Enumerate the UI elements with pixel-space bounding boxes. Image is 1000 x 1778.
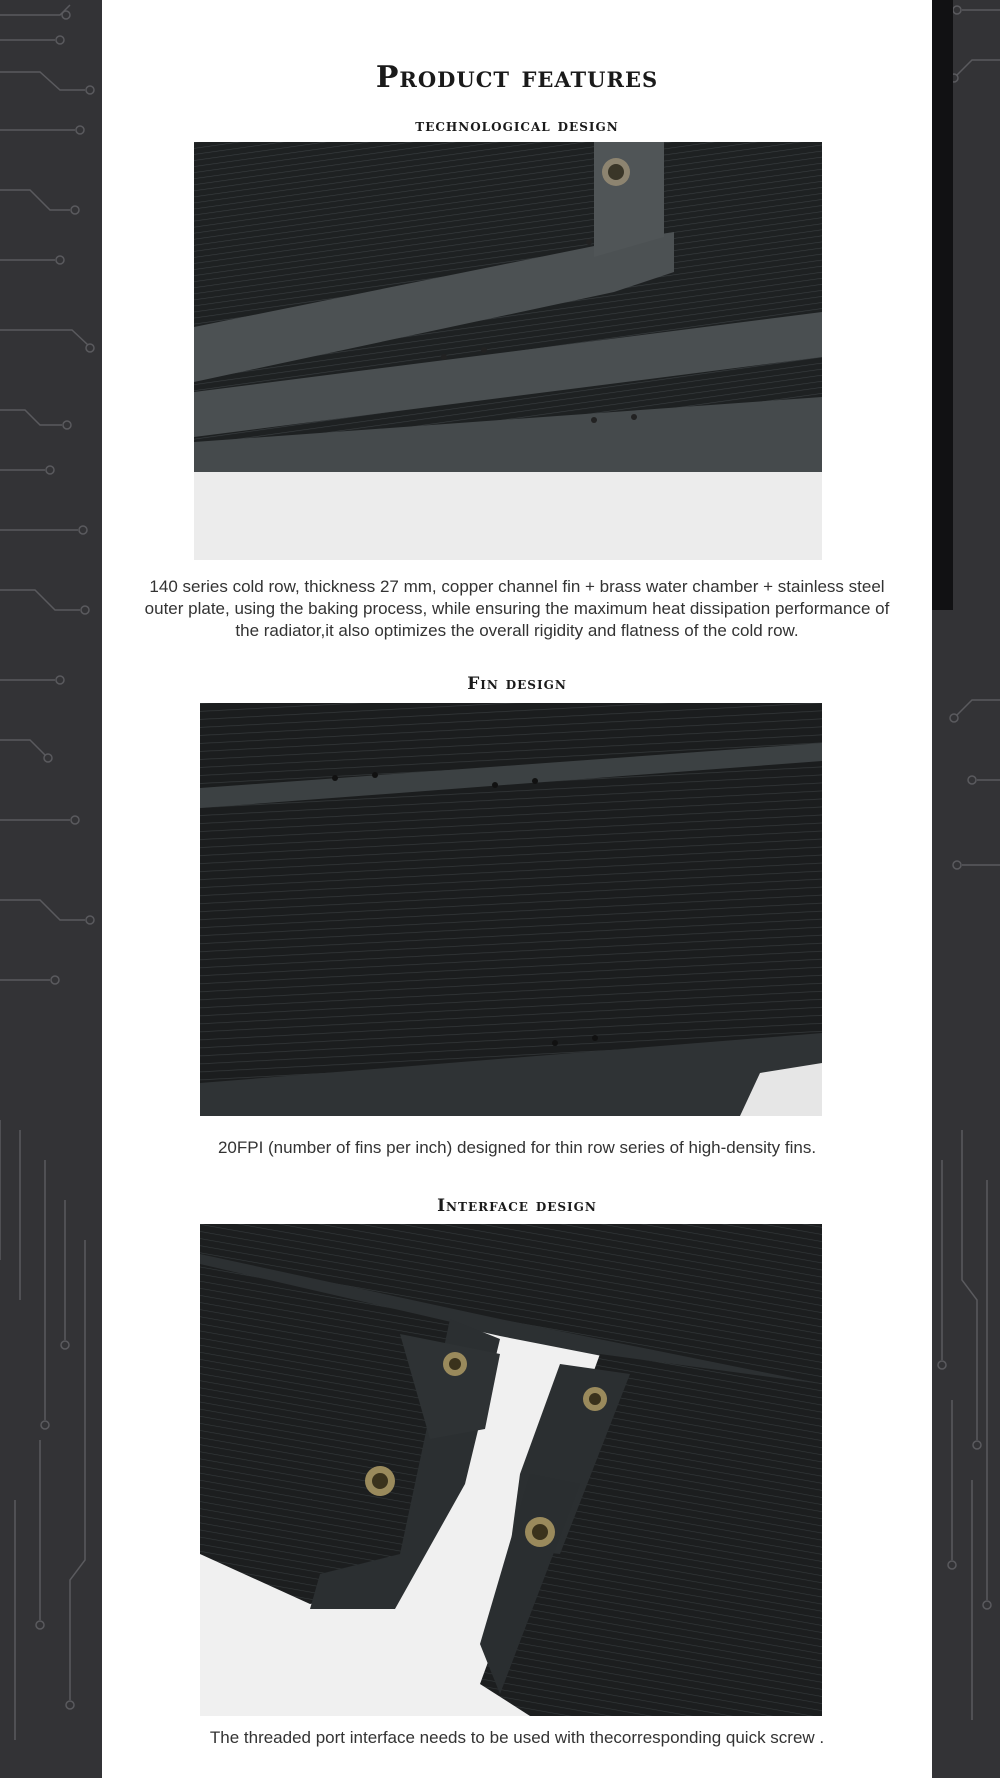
- radiator-photo-ports: [200, 1224, 822, 1716]
- section-text-fin: 20FPI (number of fins per inch) designed for thin row series of high-density fins.: [217, 1138, 817, 1157]
- circuit-background-left: [0, 0, 102, 1778]
- radiator-photo-stacked: [194, 142, 822, 560]
- section-text-technological: 140 series cold row, thickness 27 mm, copper channel fin + brass water chamber + stainless steel outer plate, using the baking process, while ensuring the maximum heat dissipation performance of the radiator,it also optimizes the overall rigidity and flatness of the cold row.: [144, 577, 890, 640]
- section-text-interface: The threaded port interface needs to be used with thecorresponding quick screw .: [209, 1728, 825, 1747]
- radiator-photo-fins: [200, 703, 822, 1116]
- circuit-pattern-icon: [0, 0, 102, 1778]
- section-title-interface: Interface design: [437, 1196, 597, 1216]
- product-features-page: [102, 0, 932, 1778]
- section-title-fin: Fin design: [467, 674, 567, 694]
- page-title: Product features: [375, 60, 659, 95]
- section-title-technological: technological design: [415, 116, 619, 136]
